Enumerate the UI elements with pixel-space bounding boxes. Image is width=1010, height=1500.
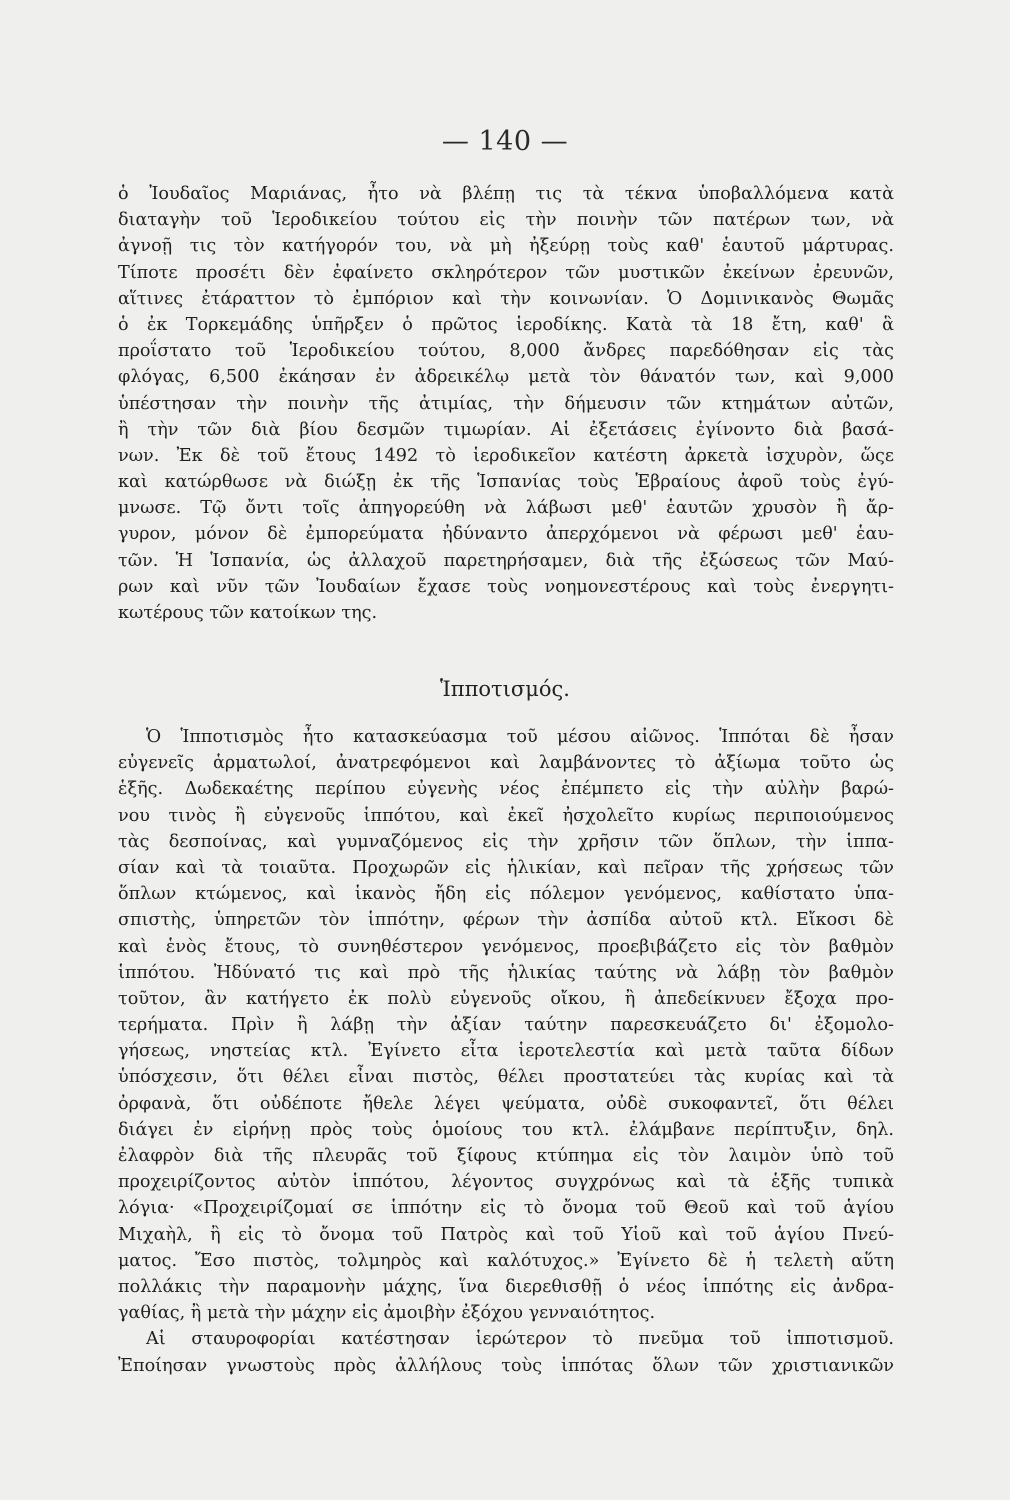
text-line: μνωσε. Τῷ ὄντι τοῖς ἀπηγορεύθη νὰ λάβωσι μεθ' ἑαυτῶν χρυσὸν ἢ ἄρ- (118, 498, 894, 519)
text-line: τοῦτον, ἂν κατήγετο ἐκ πολὺ εὐγενοῦς οἴκου, ἢ ἀπεδείκνυεν ἔξοχα προ- (118, 988, 894, 1009)
text-line: φλόγας, 6,500 ἐκάησαν ἐν ἀδρεικέλῳ μετὰ τὸν θάνατόν των, καὶ 9,000 (118, 367, 894, 388)
text-line: Μιχαὴλ, ἢ εἰς τὸ ὄνομα τοῦ Πατρὸς καὶ τοῦ Υἱοῦ καὶ τοῦ ἁγίου Πνεύ- (118, 1224, 894, 1245)
text-line: λόγια· «Προχειρίζομαί σε ἱππότην εἰς τὸ ὄνομα τοῦ Θεοῦ καὶ τοῦ ἁγίου (118, 1198, 894, 1219)
text-line: τῶν. Ἡ Ἱσπανία, ὡς ἀλλαχοῦ παρετηρήσαμεν, διὰ τῆς ἐξώσεως τῶν Μαύ- (118, 550, 894, 571)
page-number: — 140 — (441, 126, 569, 157)
text-line: ὑπόσχεσιν, ὅτι θέλει εἶναι πιστὸς, θέλει προστατεύει τὰς κυρίας καὶ τὰ (118, 1067, 894, 1088)
text-line: Ὁ Ἱπποτισμὸς ἦτο κατασκεύασμα τοῦ μέσου αἰῶνος. Ἱππόται δὲ ἦσαν (146, 727, 894, 747)
text-line: νων. Ἐκ δὲ τοῦ ἔτους 1492 τὸ ἱεροδικεῖον κατέστη ἀρκετὰ ἰσχυρὸν, ὥςε (118, 445, 894, 466)
text-line: Ἐποίησαν γνωστοὺς πρὸς ἀλλήλους τοὺς ἱππότας ὅλων τῶν χριστιανικῶν (118, 1355, 894, 1376)
text-line: ὅπλων κτώμενος, καὶ ἱκανὸς ἤδη εἰς πόλεμον γενόμενος, καθίστατο ὑπα- (118, 884, 894, 905)
text-line: εὐγενεῖς ἁρματωλοί, ἀνατρεφόμενοι καὶ λαμβάνοντες τὸ ἀξίωμα τοῦτο ὡς (118, 753, 894, 774)
text-line: κωτέρους τῶν κατοίκων της. (118, 603, 378, 623)
text-line: ἑξῆς. Δωδεκαέτης περίπου εὐγενὴς νέος ἐπέμπετο εἰς τὴν αὐλὴν βαρώ- (118, 779, 894, 800)
text-line: ματος. Ἔσο πιστὸς, τολμηρὸς καὶ καλότυχος.» Ἐγίνετο δὲ ἡ τελετὴ αὕτη (118, 1250, 894, 1271)
paragraph-chivalry (118, 724, 894, 1379)
text-line: τερήματα. Πρὶν ἢ λάβῃ τὴν ἀξίαν ταύτην παρεσκευάζετο δι' ἐξομολο- (118, 1015, 894, 1036)
text-line: ἀγνοῇ τις τὸν κατήγορόν του, νὰ μὴ ἠξεύρῃ τοὺς καθ' ἑαυτοῦ μάρτυρας. (118, 236, 894, 257)
text-line: σίαν καὶ τὰ τοιαῦτα. Προχωρῶν εἰς ἡλικίαν, καὶ πεῖραν τῆς χρήσεως τῶν (118, 857, 894, 878)
text-line: ὁ ἐκ Τορκεμάδης ὑπῆρξεν ὁ πρῶτος ἱεροδίκης. Κατὰ τὰ 18 ἔτη, καθ' ἃ (118, 314, 894, 335)
text-line: προχειρίζοντος αὐτὸν ἱππότου, λέγοντος συγχρόνως καὶ τὰ ἑξῆς τυπικὰ (118, 1172, 894, 1193)
text-line: αἵτινες ἐτάραττον τὸ ἐμπόριον καὶ τὴν κοινωνίαν. Ὁ Δομινικανὸς Θωμᾶς (118, 288, 894, 309)
text-line: ἢ τὴν τῶν διὰ βίου δεσμῶν τιμωρίαν. Αἱ ἐξετάσεις ἐγίνοντο διὰ βασά- (118, 419, 894, 440)
section-heading: Ἱπποτισμός. (440, 677, 570, 701)
text-line: νου τινὸς ἢ εὐγενοῦς ἱππότου, καὶ ἐκεῖ ἠσχολεῖτο κυρίως περιποιούμενος (118, 805, 894, 826)
text-line: ἱππότου. Ἠδύνατό τις καὶ πρὸ τῆς ἡλικίας ταύτης νὰ λάβῃ τὸν βαθμὸν (118, 962, 894, 983)
text-line: γήσεως, νηστείας κτλ. Ἐγίνετο εἶτα ἱεροτελεστία καὶ μετὰ ταῦτα δίδων (118, 1041, 894, 1062)
text-line: καὶ ἑνὸς ἔτους, τὸ συνηθέστερον γενόμενος, προεβιβάζετο εἰς τὸν βαθμὸν (118, 936, 894, 957)
text-line: ἐλαφρὸν διὰ τῆς πλευρᾶς τοῦ ξίφους κτύπημα εἰς τὸν λαιμὸν ὑπὸ τοῦ (118, 1146, 894, 1166)
text-line: διάγει ἐν εἰρήνῃ πρὸς τοὺς ὁμοίους του κτλ. ἐλάμβανε περίπτυξιν, δηλ. (118, 1119, 894, 1140)
text-line: γυρον, μόνον δὲ ἐμπορεύματα ἠδύναντο ἀπερχόμενοι νὰ φέρωσι μεθ' ἑαυ- (118, 524, 894, 545)
text-line: ὀρφανὰ, ὅτι οὐδέποτε ἤθελε λέγει ψεύματα, οὐδὲ συκοφαντεῖ, ὅτι θέλει (118, 1093, 894, 1114)
text-line: Τίποτε προσέτι δὲν ἐφαίνετο σκληρότερον τῶν μυστικῶν ἐκείνων ἐρευνῶν, (118, 262, 894, 283)
text-line: Αἱ σταυροφορίαι κατέστησαν ἱερώτερον τὸ πνεῦμα τοῦ ἱπποτισμοῦ. (146, 1329, 894, 1350)
text-line: σπιστὴς, ὑπηρετῶν τὸν ἱππότην, φέρων τὴν ἀσπίδα αὐτοῦ κτλ. Εἴκοσι δὲ (118, 910, 894, 931)
text-line: προΐστατο τοῦ Ἱεροδικείου τούτου, 8,000 ἄνδρες παρεδόθησαν εἰς τὰς (118, 341, 894, 362)
text-line: τὰς δεσποίνας, καὶ γυμναζόμενος εἰς τὴν χρῆσιν τῶν ὅπλων, τὴν ἱππα- (118, 831, 894, 852)
text-line: ρων καὶ νῦν τῶν Ἰουδαίων ἔχασε τοὺς νοημονεστέρους καὶ τοὺς ἐνεργητι- (118, 576, 894, 597)
paragraph-inquisition (118, 181, 894, 626)
text-line: ὑπέστησαν τὴν ποινὴν τῆς ἀτιμίας, τὴν δήμευσιν τῶν κτημάτων αὐτῶν, (118, 393, 894, 414)
text-line: καὶ κατώρθωσε νὰ διώξῃ ἐκ τῆς Ἱσπανίας τοὺς Ἑβραίους ἀφοῦ τοὺς ἐγύ- (118, 472, 894, 493)
text-line: γαθίας, ἢ μετὰ τὴν μάχην εἰς ἀμοιβὴν ἐξόχου γενναιότητος. (118, 1303, 656, 1324)
text-line: διαταγὴν τοῦ Ἱεροδικείου τούτου εἰς τὴν ποινὴν τῶν πατέρων των, νὰ (118, 210, 894, 231)
text-line: πολλάκις τὴν παραμονὴν μάχης, ἵνα διερεθισθῇ ὁ νέος ἱππότης εἰς ἀνδρα- (118, 1276, 894, 1297)
text-line: ὁ Ἰουδαῖος Μαριάνας, ἦτο νὰ βλέπῃ τις τὰ τέκνα ὑποβαλλόμενα κατὰ (118, 184, 894, 204)
